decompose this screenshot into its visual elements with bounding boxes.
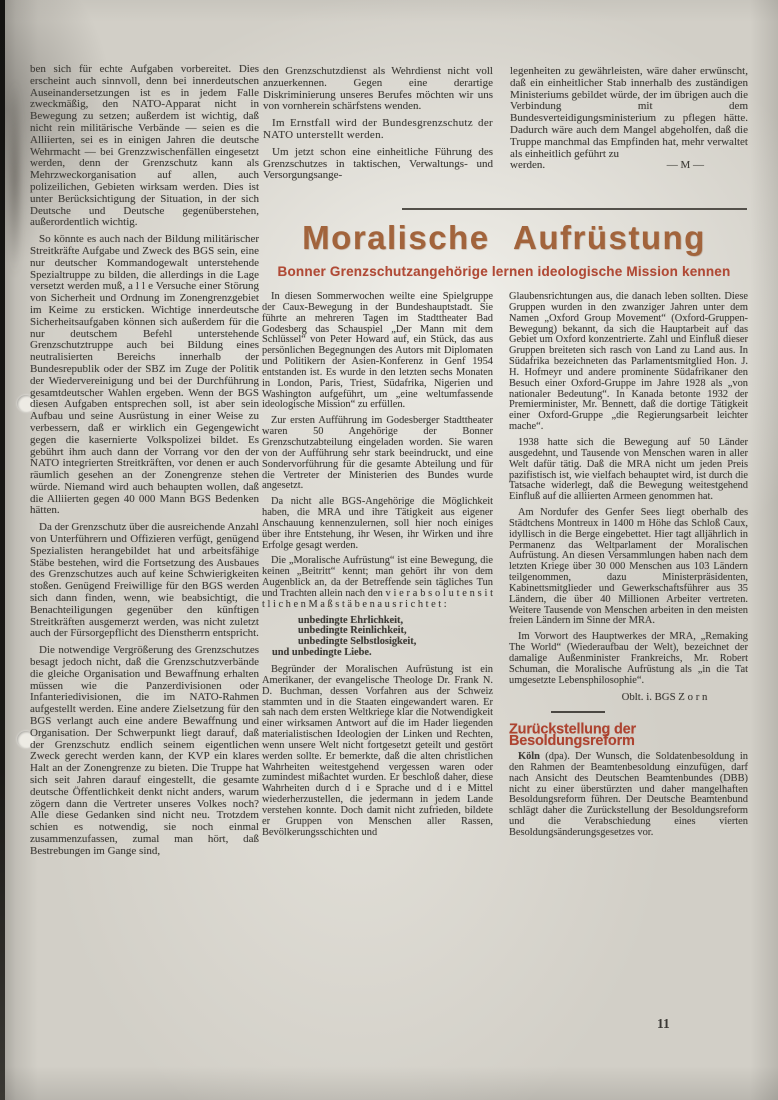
- paragraph: Glaubensrichtungen aus, die danach leben sollten. Diese Gruppen wurden in den zwanziger Jahren unter dem Namen „Oxford Group Movement“ (Oxford-Gruppen-Bewegung) bekannt, da sich die Hauptarbeit auf das Gebiet um Oxford konzentrierte. Zahl und Einfluß dieser Gruppen breiteten sich rasch von Land zu Land aus. In Südafrika bezeichneten das Parlamentsmitglied Hon. J. H. Hofmeyr und andere prominente Südafrikaner den Besuch einer Oxford-Gruppe im Jahre 1928 als „von nationaler Bedeutung“. In Kanada betonte 1932 der Premierminister, Mr. Bennett, daß die dortige Tätigkeit einer Oxford-Gruppe „die Regierungsarbeit leichter mache“.: [509, 291, 748, 433]
- paragraph: So könnte es auch nach der Bildung militärischer Streitkräfte Aufgabe und Zweck des BGS sein, eine nur deutscher Kommandogewalt unterstehende Spezialtruppe zu bilden, die allerdings in die Lage versetzt werden muß, a l l e Versuche einer Störung von Sicherheit und Ordnung im Zonengrenzgebiet im Keime zu ersticken. Wichtige innerdeutsche Sicherheitsaufgaben können sich außerdem für die nur deutschem Befehl unterstehende Grenzschutztruppe auch bei Bildung eines neutralisierten Bereichs innerhalb der Bundesrepublik oder der SBZ im Zuge der Politik der Wiedervereinigung und bei der Durchführung gesamtdeutscher Wahlen ergeben. Wenn der BGS diesen Aufgaben entsprechen soll, ist aber sein Aufbau und seine Ausrüstung in einer Weise zu verbessern, daß er wirklich ein Gegengewicht gegen die kasernierte Volkspolizei bildet. Es gebührt ihm auch dann der Vorrang vor den der NATO integrierten Streitkräften, vor denen er auch räumlich gesehen an der Zonengrenze stehen würde. Niemand wird auch behaupten wollen, daß die Alliierten gegen 40 000 Mann BGS Bedenken hätten.: [30, 233, 259, 517]
- tenet-line: unbedingte Ehrlichkeit,: [298, 614, 404, 626]
- column-right-feature: [509, 292, 748, 844]
- paragraph: Am Nordufer des Genfer Sees liegt oberhalb des Städtchens Montreux in 1400 m Höhe das Schloß Caux, idyllisch in die Berge eingebettet. Hier tagt alljährlich in Permanenz das Weltparlament der Moralischen Aufrüstung. An diesen Versammlungen haben nach dem letzten Kriege über 30 000 Menschen aus 103 Ländern teilgenommen, dazu Ministerpräsidenten, Kabinettsmitglieder und Gewerkschaftsführer aus 35 Ländern, die über 40 Millionen Arbeiter vertreten. Weitere Tausende von Menschen arbeiten in den meisten freien Ländern im Sinne der MRA.: [509, 507, 748, 627]
- author-initial: — M —: [666, 159, 704, 172]
- paragraph: Im Ernstfall wird der Bundesgrenzschutz der NATO unterstellt werden.: [263, 117, 493, 141]
- tenet-line: unbedingte Selbstlosigkeit,: [298, 636, 417, 648]
- dateline: Köln: [518, 751, 540, 763]
- scan-smudge: [7, 78, 23, 278]
- column-middle-top: [263, 66, 493, 187]
- tenets-list: [262, 616, 493, 659]
- tenet-line: und unbedingte Liebe.: [272, 647, 372, 659]
- paragraph: In diesen Sommerwochen weilte eine Spielgruppe der Caux-Bewegung in der Bundeshauptstadt. Sie führte an mehreren Tagen im Stadttheater Bad Godesberg das Schauspiel „Der Mann mit dem Schlüssel“ von Peter Howard auf, ein Stück, das aus persönlichen Begegnungen des Autors mit Diplomaten und Politikern der Asien-Konferenz in Genf 1954 entstanden ist. Es wurde in den letzten sechs Monaten in London, Paris, Triest, Südafrika, Nigerien und Washington aufgeführt, um „eine weltumfassende ideologische Mission“ zu erfüllen.: [262, 291, 493, 411]
- paragraph: Die „Moralische Aufrüstung“ ist eine Bewegung, die keinen „Beitritt“ kennt; man gehört ihr von dem Augenblick an, da der Betreffende sein tägliches Tun und Trachten allein nach den v i e r a b s o l u t e n s i t t l i c h e n M a ß s t ä b e n a u s r i c h t e t :: [262, 555, 493, 610]
- feature-header: [258, 219, 750, 279]
- paragraph: Da der Grenzschutz über die ausreichende Anzahl von Unterführern und Offizieren verfügt, genügend Spezialisten herangebildet hat und arbeitsfähige Stäbe bestehen, wird die Fortsetzung des Ausbaues des Grenzschutzes auch auf keine Schwierigkeiten stoßen. Genügend Freiwillige für den BGS werden sich dann finden, wenn, wie beabsichtigt, die Benachteiligungen gegenüber den künftigen Streitkräften ausgemerzt werden, was nicht zuletzt auch der Fürsorgepflicht des Dienstherrn entspricht.: [30, 521, 259, 640]
- news-heading: Zurückstellung der Besoldungsreform: [509, 721, 636, 750]
- paragraph: Im Vorwort des Hauptwerkes der MRA, „Remaking The World“ (Wiederaufbau der Welt), bezeichnet der damalige Außenminister Frankreichs, Mr. Robert Schuman, die Moralische Aufrüstung als „in die Tat umgesetzte Lebensphilosophie“.: [509, 631, 748, 686]
- paragraph: legenheiten zu gewährleisten, wäre daher erwünscht, daß ein einheitlicher Stab innerhalb des zuständigen Ministeriums gebildet würde, der im übrigen auch die Verbindung mit dem Bundesverteidigungsministerium zu pflegen hätte. Dadurch wäre auch dem Mangel abgeholfen, daß die Truppe manchmal das Empfinden hat, mehr verwaltet als einheitlich geführt zu: [510, 65, 748, 160]
- column-middle-feature: [262, 292, 493, 844]
- paragraph: 1938 hatte sich die Bewegung auf 50 Länder ausgedehnt, und Tausende von Menschen waren in aller Welt dafür tätig. Daß die MRA nicht um jeden Preis pazifistisch ist, wie vielfach behauptet wird, ist durch die Tatsache widerlegt, daß die Bewegung weitestgehend Einfluß auf die alliierten Armeen genommen hat.: [509, 436, 748, 503]
- page-number: 11: [657, 1016, 670, 1031]
- feature-title: Moralische Aufrüstung: [302, 219, 706, 256]
- separator-rule: [402, 208, 747, 210]
- article-signoff-line: [510, 160, 748, 172]
- column-left: [30, 64, 259, 863]
- column-right-top: [510, 66, 748, 172]
- paragraph: Die notwendige Vergrößerung des Grenzschutzes besagt jedoch nicht, daß die Grenzschutzverbände die gleiche Organisation und Bewaffnung erhalten müssen wie die Panzerdivisionen oder Infanteriedivisionen, die im NATO-Rahmen aufgestellt werden. Eine andere Zielsetzung für den BGS verlangt auch eine andere Bewaffnung und Organisation. Der Schwerpunkt liegt darauf, daß der Grenzschutz endlich seinem eigentlichen Zweck gerecht werden kann, der KVP ein klares Halt an der Zonengrenze zu bieten. Die Truppe hat sich seit Jahren darauf eingestellt, die gesamte deutsche Öffentlichkeit denkt nicht anders, warum zögern dann die Vertreter unseres Volkes noch? Alle diese Gedanken sind nicht neu. Trotzdem schien es notwendig, sie noch einmal zusammenzufassen, zumal man hört, daß Bestrebungen im Gange sind,: [30, 644, 259, 857]
- tenet-line: unbedingte Reinlichkeit,: [298, 625, 407, 637]
- paragraph: Da nicht alle BGS-Angehörige die Möglichkeit haben, die MRA und ihre Tätigkeit aus eigener Anschauung kennenzulernen, soll hier noch einiges über ihre Entstehung, ihr Wesen, ihr Wirken und ihre Erfolge gesagt werden.: [262, 496, 493, 551]
- news-paragraph: [509, 752, 748, 839]
- paragraph: Zur ersten Aufführung im Godesberger Stadttheater waren 50 Angehörige der Bonner Grenzschutzabteilung eingeladen worden. Sie waren von der Aufführung sehr stark beeindruckt, und eine Sondervorführung für die gesamte Abteilung und für die Vertreter der Ministerien des Bundes wurde angesetzt.: [262, 415, 493, 492]
- news-body: (dpa). Der Wunsch, die Soldatenbesoldung in den Rahmen der Beamtenbesoldung einzufügen, darf nach Ansicht des Deutschen Beamtenbundes (DBB) nicht zu einer überstürzten und daher mangelhaften Besoldungsreform führen. Der Deutsche Beamtenbund schlägt daher die Zurückstellung der Besoldungsreform und die Verabschiedung eines vierten Besoldungsänderungsgesetzes vor.: [509, 751, 748, 838]
- paragraph: den Grenzschutzdienst als Wehrdienst nicht voll anzuerkennen. Gegen eine derartige Diskriminierung unseres Berufes möchten wir uns von vornherein schärfstens wenden.: [263, 65, 493, 113]
- scan-edge-shadow: [0, 0, 5, 1100]
- paragraph: ben sich für echte Aufgaben vorbereitet. Dies erscheint auch sinnvoll, denn bei innerdeutschen Auseinandersetzungen ist es in jedem Falle zweckmäßig, den NATO-Apparat nicht in Bewegung zu setzen; außerdem ist wichtig, daß nicht rein militärische Verbände — seien es die Alliierten, sei es in einigen Jahren die deutsche Wehrmacht — bei Grenzzwischenfällen eingesetzt werden, denn der Grenzschutz kann als Mehrzweckorganisation auf allen, auch polizeilichen, Gebieten wirksam werden. Dies ist unter Berücksichtigung der Situation, in der sich Deutsche und Deutsche gegenüberstehen, außerordentlich wichtig.: [30, 63, 259, 229]
- author-credit: Oblt. i. BGS Z o r n: [621, 690, 708, 703]
- section-rule: [551, 711, 605, 713]
- feature-subtitle: Bonner Grenzschutzangehörige lernen ideologische Mission kennen: [277, 264, 731, 279]
- last-word: werden.: [510, 159, 546, 172]
- paragraph: Um jetzt schon eine einheitliche Führung des Grenzschutzes in taktischen, Verwaltungs- und Versorgungsange-: [263, 145, 493, 182]
- paragraph: Begründer der Moralischen Aufrüstung ist ein Amerikaner, der evangelische Theologe Dr. Frank N. D. Buchman, dessen Vorfahren aus der Schweiz stammten und in die Staaten eingewandert waren. Er sah nach dem ersten Weltkriege klar die Notwendigkeit einer wirksamen Antwort auf die im Hader liegenden materialistischen Ideologien der Linken und Rechten, wenn unsere Welt nicht fortgesetzt geteilt und gestört werden sollte. Er bemerkte, daß die alten christlichen Wahrheiten weitestgehend vergessen waren oder zumindest mißachtet wurden. Er beschloß daher, diese Wahrheiten durch d i e Sprache und d i e Mittel wiederherzustellen, die jedermann in jedem Lande verstehen konnte. Doch damit nicht zufrieden, bildete er Gruppen von Menschen aller Rassen, Bevölkerungsschichten und: [262, 664, 493, 838]
